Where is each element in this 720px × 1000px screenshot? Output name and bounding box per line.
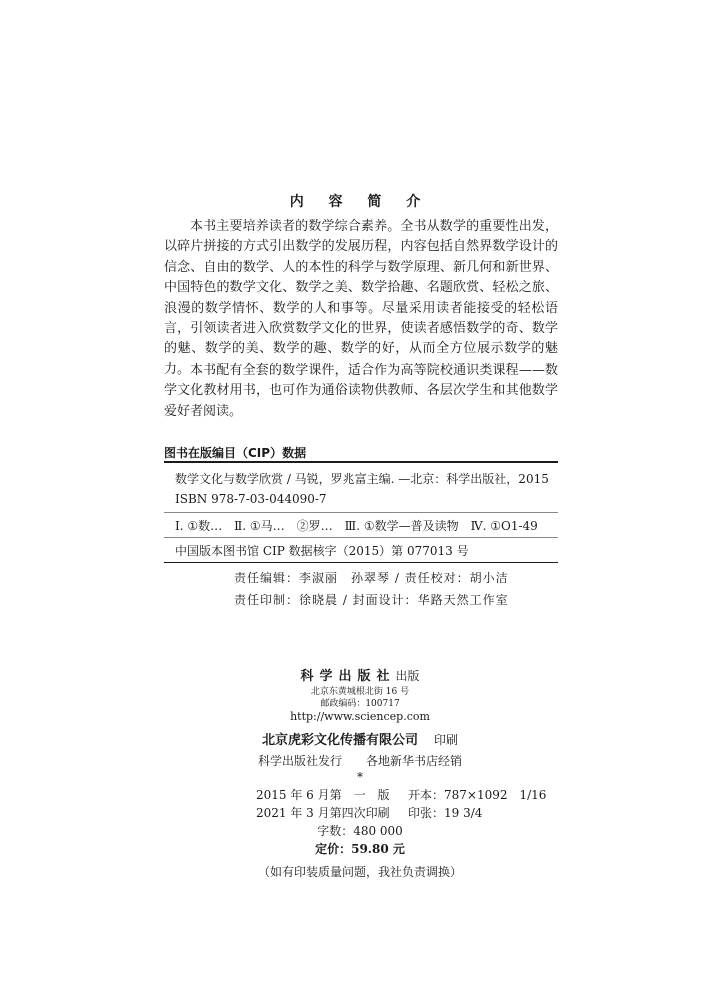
publisher-postcode: 邮政编码：100717 [320, 699, 400, 709]
cip-bottom-rule [164, 562, 558, 563]
publisher-address: 北京东黄城根北街 16 号 [310, 687, 410, 697]
quality-notice: （如有印装质量问题，我社负责调换） [257, 865, 462, 879]
publisher-name: 科学出版社 [300, 669, 396, 684]
printer-name: 北京虎彩文化传播有限公司 [261, 733, 418, 748]
summary-title: 内 容 简 介 [289, 194, 431, 210]
summary-paragraph-1: 本书主要培养读者的数学综合素养。全书从数学的重要性出发，以碎片拼接的方式引出数学的发展历程，内容包括自然界数学设计的信念、自由的数学、人的本性的科学与数学原理、新几何和新世界、中国特色的数学文化、数学之美、数学拾趣、名题欣赏、轻松之旅、浪漫的数学情怀、数学的人和事等。尽量采用读者能接受的轻松语言，引领读者进入欣赏数学文化的世界，使读者感悟数学的奇、数学的魅、数学的美、数学的趣、数学的好，从而全方位展示数学的魅力。 [164, 219, 558, 377]
print-sheets: 印张：19 3/4 [408, 806, 483, 820]
publisher-url: http://www.sciencep.com [290, 710, 430, 723]
credits-production: 责任印制：徐晓晨 / 封面设计：华路天然工作室 [234, 593, 509, 607]
cip-divider [164, 537, 558, 538]
cip-title-line: 数学文化与数学欣赏 / 马锐，罗兆富主编. —北京：科学出版社，2015 [175, 472, 549, 486]
printing-date: 2021 年 3 月第四次印刷 [256, 806, 390, 820]
printer-suffix: 印刷 [434, 733, 459, 747]
cip-classification-line: Ⅰ. ①数… Ⅱ. ①马… ②罗… Ⅲ. ①数学—普及读物 Ⅳ. ①O1-49 [175, 519, 538, 533]
price: 定价：59.80 元 [315, 842, 405, 856]
cip-isbn-line: ISBN 978-7-03-044090-7 [175, 492, 327, 506]
publisher-line [0, 665, 720, 684]
cip-top-rule [164, 461, 558, 463]
cip-heading: 图书在版编目（CIP）数据 [164, 446, 307, 460]
cip-record-line: 中国版本图书馆 CIP 数据核字（2015）第 077013 号 [175, 544, 469, 558]
credits-editors: 责任编辑：李淑丽 孙翠琴 / 责任校对：胡小洁 [234, 571, 509, 585]
edition-line [256, 786, 547, 803]
format-size: 开本：787×1092 1/16 [408, 788, 547, 802]
publisher-suffix: 出版 [395, 669, 420, 683]
cip-divider [164, 512, 558, 513]
distribution-line: 科学出版社发行 各地新华书店经销 [257, 754, 462, 768]
separator-star: * [357, 770, 363, 784]
printing-line [256, 804, 483, 821]
word-count: 字数：480 000 [317, 824, 403, 838]
summary-paragraph-2: 本书配有全套的数学课件，适合作为高等院校通识类课程——数学文化教材用书，也可作为通俗读物供教师、各层次学生和其他数学爱好者阅读。 [164, 363, 558, 419]
printer-line [0, 729, 720, 748]
edition-date: 2015 年 6 月第 一 版 [256, 788, 390, 802]
